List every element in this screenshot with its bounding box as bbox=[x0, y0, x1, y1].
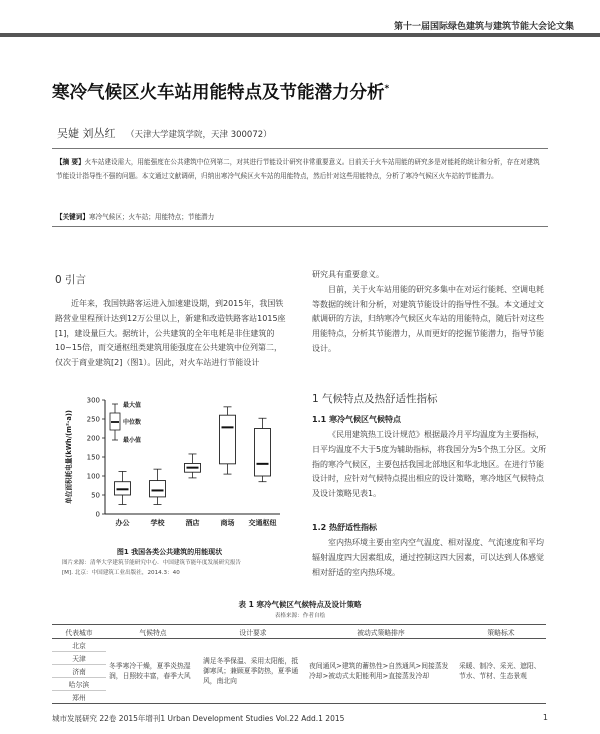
header-passive: 被动式策略排序 bbox=[306, 625, 456, 639]
subsection-1-2-heading: 1.2 热舒适性指标 bbox=[312, 523, 377, 532]
figure-1 bbox=[55, 392, 285, 537]
city-cell: 北京 bbox=[52, 639, 106, 652]
table-row bbox=[52, 639, 546, 652]
passive-cell: 夜间通风>建筑的蓄热性>自然通风>间接蒸发冷却>被动式太阳能利用>直接蒸发冷却 bbox=[306, 639, 456, 704]
keywords-text: 寒冷气候区；火车站；用能特点；节能潜力 bbox=[88, 213, 215, 221]
legend-label: 中位数 bbox=[123, 419, 142, 426]
abstract-text: 火车站建设需大，用能强度在公共建筑中位列第二，对其进行节能设计研究非常重要意义。目前关于火车站用能的研究多是对能耗的统计和分析，存在对建筑节能设计指导性不强的问题。本文通过文献调研，归纳出寒冷气候区火车站的用能特点，然后针对这些用能特点，分析了寒冷气候区火车站的节能潜力。 bbox=[56, 158, 540, 180]
y-tick-label: 0 bbox=[95, 510, 100, 519]
author-line bbox=[57, 125, 272, 141]
subsection-1-1-body bbox=[312, 428, 548, 502]
y-tick-label: 250 bbox=[86, 415, 100, 424]
keywords bbox=[56, 211, 546, 221]
city-cell: 郑州 bbox=[52, 691, 106, 704]
y-tick-label: 100 bbox=[86, 472, 100, 481]
intro-paragraph: 近年来，我国铁路客运进入加速建设期，到2015年，我国铁路营业里程预计达到12万公里以上，新建和改造铁路客站1015座[1]，建设量巨大。据统计，公共建筑的全年电耗是非住建筑的10~15倍，而交通枢纽类建筑用能强度在公共建筑中位列第二，仅次于商业建筑[2]（图1）。因此，对火车站进行节能设计 bbox=[55, 299, 286, 368]
boxplot-chart bbox=[55, 392, 285, 537]
x-tick-label: 商场 bbox=[220, 519, 235, 527]
page-number: 1 bbox=[542, 713, 548, 722]
legend-label: 最小值 bbox=[123, 437, 142, 444]
title-footnote-mark: * bbox=[384, 84, 390, 95]
keywords-label: 【关键词】 bbox=[56, 213, 89, 221]
climate-paragraph: 《民用建筑热工设计规范》根据最冷月平均温度为主要指标，日平均温度不大于5度为辅助指标，将我国分为5个热工分区。文所指的寒冷气候区，主要包括我国北部地区和华北地区。在进行节能设计时，应针对气候特点提出相应的设计策略，寒冷地区气候特点及设计策略见表1。 bbox=[312, 430, 547, 499]
header-strategy: 策略标术 bbox=[456, 625, 546, 639]
abstract-top-rule bbox=[52, 148, 548, 149]
box-4 bbox=[255, 429, 271, 477]
table-source: 表格来源：作者自绘 bbox=[274, 613, 326, 619]
design-cell: 满足冬季保温、采用太阳能，抵御寒风；兼顾夏季防热，夏季通风，南北向 bbox=[200, 639, 306, 704]
x-tick-label: 办公 bbox=[115, 519, 130, 527]
legend-label: 最大值 bbox=[123, 402, 142, 409]
figure-caption: 图1 我国各类公共建筑的用能现状 bbox=[116, 548, 223, 556]
y-tick-label: 50 bbox=[91, 491, 100, 500]
climate-cell: 冬季寒冷干燥，夏季炎热湿润，日照较丰富，春季大风 bbox=[106, 639, 200, 704]
climate-strategy-table bbox=[52, 624, 546, 704]
affiliation: （天津大学建筑学院，天津 300072） bbox=[126, 130, 272, 140]
table-caption: 表 1 寒冷气候区气候特点及设计策略 bbox=[238, 600, 362, 609]
x-tick-label: 学校 bbox=[150, 519, 165, 527]
city-cell: 天津 bbox=[52, 652, 106, 665]
subsection-1-2-body bbox=[312, 536, 548, 580]
abstract-bottom-rule bbox=[52, 226, 548, 227]
y-tick-label: 150 bbox=[86, 453, 100, 462]
figure-source bbox=[62, 559, 284, 578]
city-cell: 济南 bbox=[52, 665, 106, 678]
abstract-label: 【摘 要】 bbox=[56, 158, 85, 166]
section-1-heading: 1 气候特点及热舒适性指标 bbox=[312, 393, 438, 405]
y-axis-label: 单位面积耗电量(kWh/(m²·a)) bbox=[65, 410, 73, 504]
continued-sentence: 研究具有重要意义。 bbox=[312, 270, 384, 279]
box-1 bbox=[150, 481, 166, 497]
figure-source-line-2: [M]. 北京：中国建筑工业出版社，2014.3：40 bbox=[62, 569, 180, 576]
header-city: 代表城市 bbox=[52, 625, 106, 639]
header-climate: 气候特点 bbox=[106, 625, 200, 639]
y-tick-label: 200 bbox=[86, 434, 100, 443]
paper-title bbox=[52, 79, 389, 104]
comfort-paragraph: 室内热环境主要由室内空气温度、相对湿度、气流速度和平均辐射温度四大因素组成，通过控制这四大因素，可以达到人体感觉相对舒适的室内热环境。 bbox=[312, 538, 544, 577]
x-tick-label: 酒店 bbox=[185, 519, 200, 527]
figure-source-line-1: 图片来源：清华大学建筑节能研究中心．中国建筑节能年度发展研究报告 bbox=[62, 560, 242, 566]
right-column-body bbox=[312, 268, 548, 357]
left-column-body bbox=[55, 297, 288, 371]
city-cell: 哈尔滨 bbox=[52, 678, 106, 691]
subsection-1-1-heading: 1.1 寒冷气候区气候特点 bbox=[312, 415, 401, 424]
authors: 吴婕 刘丛红 bbox=[57, 127, 116, 140]
header-rule bbox=[0, 33, 600, 37]
y-tick-label: 300 bbox=[86, 396, 100, 405]
section-0-heading: 0 引言 bbox=[55, 274, 87, 286]
box-3 bbox=[220, 415, 236, 464]
strategy-cell: 采暖、制冷、采光、遮阳、节水、节材、生态景观 bbox=[456, 639, 546, 704]
x-tick-label: 交通枢纽 bbox=[248, 519, 277, 527]
research-paragraph: 目前，关于火车站用能的研究多集中在对运行能耗、空调电耗等数据的统计和分析，对建筑节能设计的指导性不强。本文通过文献调研的方法，归纳寒冷气候区火车站的用能特点，随后针对这些用能特点，分析其节能潜力，从而更好的挖掘节能潜力，指导节能设计。 bbox=[312, 284, 544, 353]
conference-header: 第十一届国际绿色建筑与建筑节能大会论文集 bbox=[393, 22, 574, 32]
table-header-row bbox=[52, 625, 546, 639]
abstract bbox=[56, 156, 546, 183]
journal-footer: 城市发展研究 22卷 2015年增刊1 Urban Development Studies Vol.22 Add.1 2015 bbox=[52, 714, 345, 723]
header-design: 设计要求 bbox=[200, 625, 306, 639]
paper-title-text: 寒冷气候区火车站用能特点及节能潜力分析 bbox=[52, 83, 385, 103]
